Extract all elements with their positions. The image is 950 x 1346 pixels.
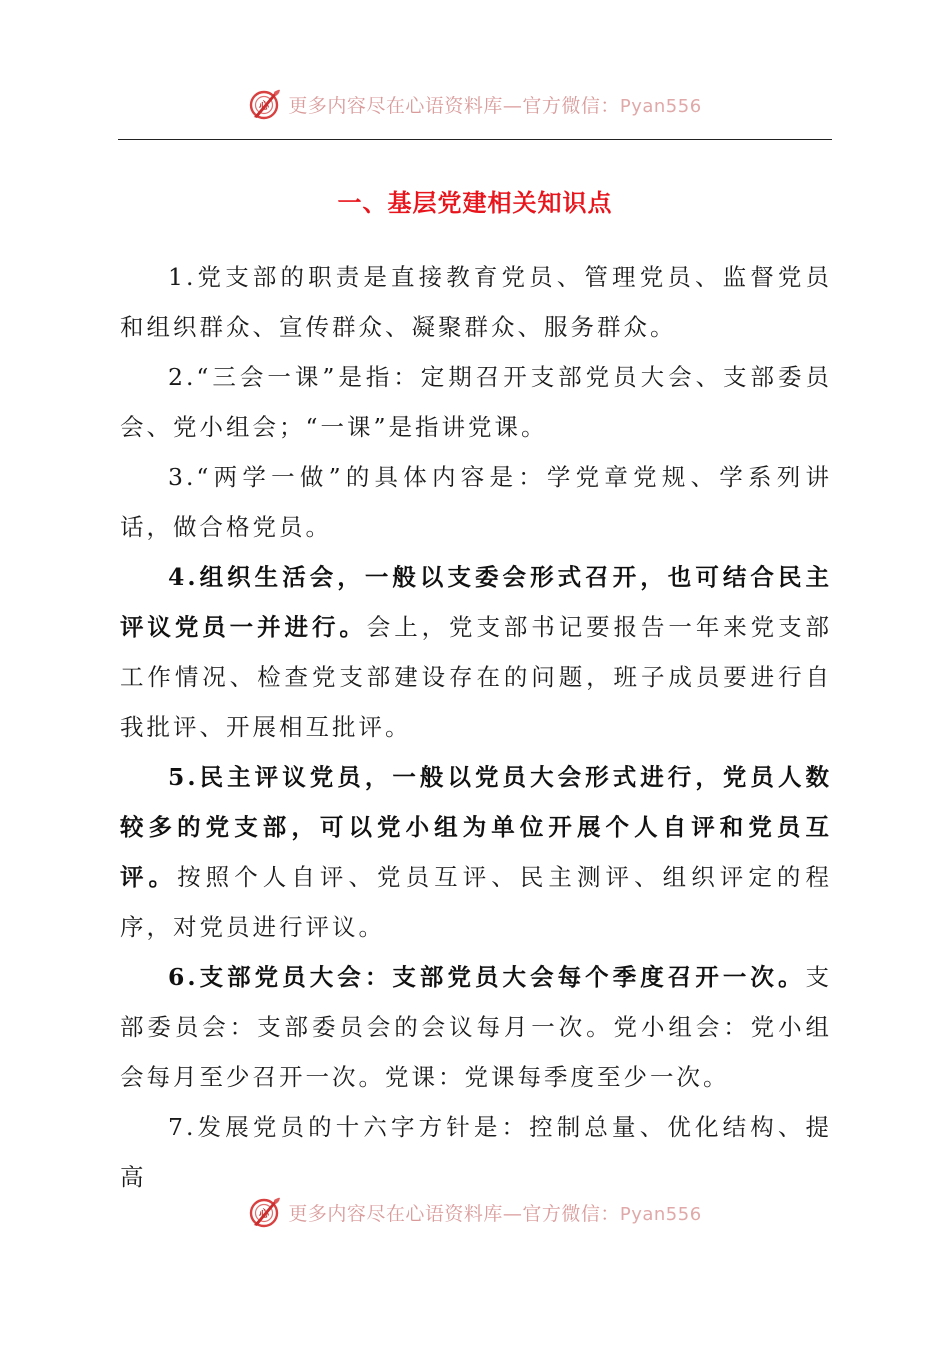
header-divider [118, 139, 832, 140]
paragraph-3: 3.“两学一做”的具体内容是：学党章党规、学系列讲话，做合格党员。 [120, 463, 832, 541]
paragraph-2: 2.“三会一课”是指：定期召开支部党员大会、支部委员会、党小组会；“一课”是指讲党课。 [120, 363, 832, 441]
header-banner-text: 更多内容尽在心语资料库—官方微信：Pyan556 [288, 94, 702, 117]
svg-text:心: 心 [259, 101, 270, 112]
paragraph-7: 7.发展党员的十六字方针是：控制总量、优化结构、提高 [120, 1113, 832, 1191]
paragraph-4: 4.组织生活会，一般以支委会形式召开，也可结合民主评议党员一并进行。会上，党支部书记要报告一年来党支部工作情况、检查党支部建设存在的问题，班子成员要进行自我批评、开展相互批评。 [120, 563, 833, 741]
header-banner [0, 82, 950, 126]
footer-wechat-id: Pyan556 [619, 1203, 702, 1225]
paragraph-1: 1.党支部的职责是直接教育党员、管理党员、监督党员和组织群众、宣传群众、凝聚群众、服务群众。 [120, 263, 832, 341]
svg-text:心: 心 [259, 1209, 270, 1220]
red-quill-circle-icon [248, 1195, 282, 1229]
red-quill-circle-icon [248, 87, 282, 121]
paragraph-5: 5.民主评议党员，一般以党员大会形式进行，党员人数较多的党支部，可以党小组为单位开展个人自评和党员互评。按照个人自评、党员互评、民主测评、组织评定的程序，对党员进行评议。 [120, 763, 832, 941]
header-wechat-id: Pyan556 [619, 95, 702, 117]
footer-banner-text: 更多内容尽在心语资料库—官方微信：Pyan556 [288, 1202, 702, 1225]
footer-banner [0, 1190, 950, 1234]
paragraph-6: 6.支部党员大会：支部党员大会每个季度召开一次。支部委员会：支部委员会的会议每月一次。党小组会：党小组会每月至少召开一次。党课：党课每季度至少一次。 [120, 963, 832, 1091]
document-body [120, 252, 832, 1202]
section-title: 一、基层党建相关知识点 [337, 189, 613, 217]
